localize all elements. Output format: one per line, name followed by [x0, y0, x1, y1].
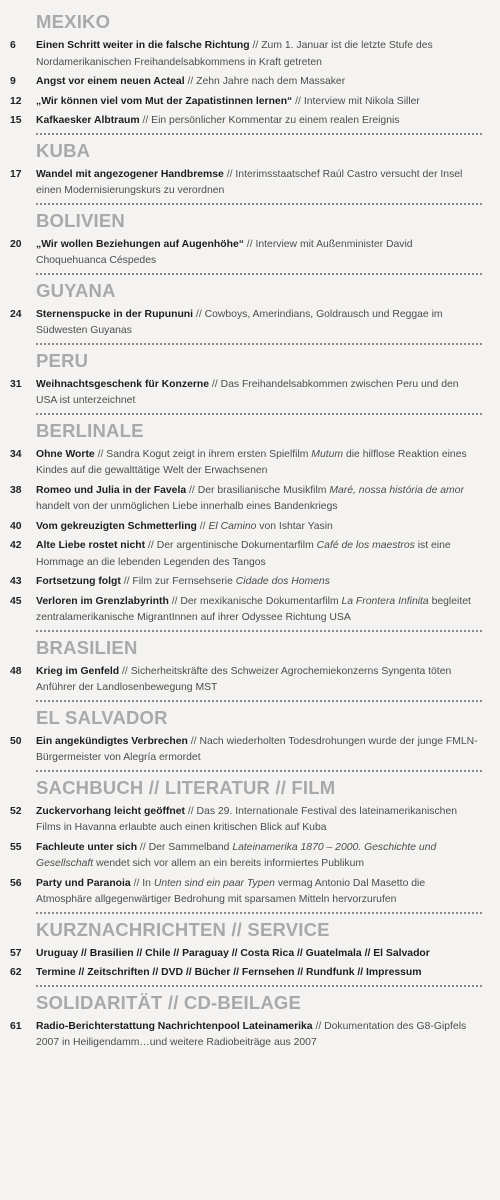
separator: // — [137, 841, 149, 853]
toc-section — [10, 349, 482, 415]
separator: // — [139, 115, 152, 126]
article-title: Termine // Zeitschriften // DVD // Bücher // Fernsehen // Rundfunk // Impressum — [36, 967, 422, 978]
article-description: In Unten sind ein paar Typen vermag Antonio Dal Masetto die Atmosphäre allgegenwärtiger Bedrohung mit sparsamen Mitteln hervorzurufen — [36, 877, 426, 905]
toc-entry[interactable] — [10, 594, 482, 627]
toc-entry[interactable] — [10, 377, 482, 410]
separator: // — [292, 95, 304, 107]
article-title: Verloren im Grenzlabyrinth — [36, 595, 169, 607]
article-title: Vom gekreuzigten Schmetterling — [36, 520, 197, 532]
article-title: Weihnachtsgeschenk für Konzerne — [36, 378, 210, 390]
article-title: Zuckervorhang leicht geöffnet — [36, 805, 185, 817]
page-number: 12 — [10, 95, 22, 107]
article-description: Der argentinische Dokumentarfilm Café de los maestros ist eine Hommage an die lebenden Legenden des Tangos — [36, 540, 451, 568]
page-number: 45 — [10, 595, 22, 607]
dotted-divider — [36, 133, 482, 135]
article-title: Party und Paranoia — [36, 877, 131, 889]
article-title: Ein angekündigtes Verbrechen — [36, 735, 188, 747]
article-description: Sandra Kogut zeigt in ihrem ersten Spielfilm Mutum die hilflose Reaktion eines Kindes auf die gewalttätige Welt der Erwachsenen — [36, 448, 467, 476]
section-title: BRASILIEN — [36, 636, 138, 658]
toc-section — [10, 279, 482, 345]
article-description: Cowboys, Amerindians, Goldrausch und Reggae im Südwesten Guyanas — [36, 308, 443, 336]
dotted-divider — [36, 413, 482, 415]
article-description: Interimsstaatschef Raúl Castro versucht der Insel einen Modernisierungskurs zu verordnen — [36, 168, 463, 196]
section-title: KURZNACHRICHTEN // SERVICE — [36, 918, 330, 940]
article-title: Alte Liebe rostet nicht — [36, 540, 146, 551]
toc-entry[interactable] — [10, 38, 482, 71]
toc-entry[interactable] — [10, 734, 482, 767]
separator: // — [209, 378, 221, 390]
separator: // — [130, 877, 143, 889]
article-title: Ohne Worte — [36, 448, 95, 460]
separator: // — [223, 168, 236, 180]
page-number: 56 — [10, 877, 22, 889]
page-number: 34 — [10, 448, 22, 460]
toc-entry[interactable] — [10, 237, 482, 270]
page-number: 9 — [10, 76, 16, 87]
separator: // — [94, 448, 107, 460]
section-title: MEXIKO — [36, 11, 111, 32]
article-description: Interview mit Nikola Siller — [303, 95, 420, 107]
article-description: Das Freihandelsabkommen zwischen Peru und den USA ist unterzeichnet — [36, 378, 459, 406]
page-number: 31 — [10, 378, 22, 390]
toc-entry[interactable] — [10, 876, 482, 909]
article-title: Angst vor einem neuen Acteal — [36, 76, 185, 87]
separator: // — [186, 484, 198, 496]
article-description: Sicherheitskräfte des Schweizer Agrochemiekonzerns Syngenta töten Anführer der Landlosenbewegung MST — [36, 665, 452, 693]
separator: // — [193, 308, 205, 320]
page-number: 52 — [10, 805, 22, 817]
toc-entry[interactable] — [10, 113, 482, 130]
article-title: Romeo und Julia in der Favela — [36, 484, 187, 496]
article-title: Radio-Berichterstattung Nachrichtenpool Lateinamerika — [36, 1020, 313, 1032]
page-number: 17 — [10, 168, 22, 180]
separator: // — [184, 805, 197, 817]
article-description: Zehn Jahre nach dem Massaker — [196, 76, 346, 87]
article-title: Fortsetzung folgt — [36, 576, 121, 587]
page-number: 15 — [10, 115, 22, 126]
dotted-divider — [36, 273, 482, 275]
separator: // — [187, 735, 200, 747]
page-number: 42 — [10, 540, 22, 551]
toc-section — [10, 10, 482, 135]
page-number: 24 — [10, 308, 22, 320]
toc-entry[interactable] — [10, 664, 482, 697]
page-number: 43 — [10, 576, 22, 587]
page-number: 57 — [10, 947, 22, 959]
separator: // — [243, 238, 256, 250]
page-number: 40 — [10, 520, 22, 532]
dotted-divider — [36, 203, 482, 205]
page-number: 50 — [10, 735, 22, 747]
toc-entry[interactable] — [10, 483, 482, 516]
article-title: Kafkaesker Albtraum — [36, 115, 140, 126]
article-title: Wandel mit angezogener Handbremse — [36, 168, 224, 180]
dotted-divider — [36, 770, 482, 772]
toc-section — [10, 918, 482, 987]
toc-entry[interactable] — [10, 538, 482, 571]
toc-entry[interactable] — [10, 840, 482, 873]
section-title: BERLINALE — [36, 419, 144, 441]
toc-entry[interactable] — [10, 307, 482, 340]
article-description: Das 29. Internationale Festival des lateinamerikanischen Films in Havanna erlaubte auch einen kritischen Blick auf Kuba — [36, 805, 458, 833]
section-title: SOLIDARITÄT // CD-BEILAGE — [36, 991, 302, 1013]
article-title: Fachleute unter sich — [36, 841, 138, 853]
section-title: EL SALVADOR — [36, 706, 168, 728]
dotted-divider — [36, 912, 482, 914]
page-number: 20 — [10, 238, 22, 250]
page-number: 55 — [10, 841, 22, 853]
separator: // — [312, 1020, 325, 1032]
toc-entry[interactable] — [10, 1019, 482, 1052]
toc-entry[interactable] — [10, 519, 482, 536]
article-description: Film zur Fernsehserie Cidade dos Homens — [132, 576, 330, 587]
toc-entry[interactable] — [10, 94, 482, 111]
toc-entry[interactable] — [10, 574, 482, 591]
page-number: 38 — [10, 484, 22, 496]
dotted-divider — [36, 985, 482, 987]
separator: // — [196, 520, 209, 532]
separator: // — [184, 76, 197, 87]
dotted-divider — [36, 630, 482, 632]
toc-entry[interactable] — [10, 946, 482, 963]
toc-section — [10, 209, 482, 275]
toc-section — [10, 991, 482, 1052]
section-title: SACHBUCH // LITERATUR // FILM — [36, 776, 336, 798]
article-description: Nach wiederholten Todesdrohungen wurde der junge FMLN-Bürgermeister von Alegría ermordet — [36, 735, 478, 763]
article-title: Sternenspucke in der Rupununi — [36, 308, 194, 320]
toc-entry[interactable] — [10, 965, 482, 982]
article-description: Ein persönlicher Kommentar zu einem realen Ereignis — [151, 115, 400, 126]
article-title: Einen Schritt weiter in die falsche Richtung — [36, 40, 250, 51]
article-description: Dokumentation des G8-Gipfels 2007 in Heiligendamm…und weitere Radiobeiträge aus 2007 — [36, 1020, 467, 1048]
toc-section — [10, 706, 482, 772]
toc-entry[interactable] — [10, 74, 482, 91]
article-description: Interview mit Außenminister David Choquehuanca Céspedes — [36, 238, 413, 266]
toc-section — [10, 139, 482, 205]
section-title: GUYANA — [36, 279, 116, 301]
article-title: Uruguay // Brasilien // Chile // Paraguay // Costa Rica // Guatelmala // El Salvador — [36, 947, 430, 959]
page-number: 6 — [10, 40, 16, 51]
article-title: Krieg im Genfeld — [36, 665, 120, 677]
separator: // — [145, 540, 157, 551]
article-description: Der mexikanische Dokumentarfilm La Frontera Infinita begleitet zentralamerikanische MigrantInnen auf ihrer Odyssee Richtung USA — [36, 595, 471, 623]
dotted-divider — [36, 343, 482, 345]
article-description: Zum 1. Januar ist die letzte Stufe des Nordamerikanischen Freihandelsabkommens in Kraft getreten — [36, 40, 433, 68]
toc-section — [10, 776, 482, 914]
article-description: El Camino von Ishtar Yasin — [208, 520, 333, 532]
separator: // — [249, 40, 262, 51]
article-title: „Wir wollen Beziehungen auf Augenhöhe“ — [36, 238, 244, 250]
page-number: 61 — [10, 1020, 22, 1032]
page-number: 48 — [10, 665, 22, 677]
section-title: PERU — [36, 349, 89, 371]
section-title: BOLIVIEN — [36, 209, 125, 231]
section-title: KUBA — [36, 139, 91, 161]
toc-entry[interactable] — [10, 447, 482, 480]
toc-section — [10, 419, 482, 632]
separator: // — [119, 665, 131, 677]
article-title: „Wir können viel vom Mut der Zapatistinnen lernen“ — [36, 95, 293, 107]
article-description: Der Sammelband Lateinamerika 1870 – 2000. Geschichte und Gesellschaft wendet sich vor allem an ein bereits informiertes Publikum — [36, 841, 437, 869]
article-description: Der brasilianische Musikfilm Maré, nossa história de amor handelt von der unmöglichen Liebe innerhalb eines Bandenkriegs — [36, 484, 464, 512]
separator: // — [120, 576, 133, 587]
dotted-divider — [36, 700, 482, 702]
toc-section — [10, 636, 482, 702]
separator: // — [168, 595, 181, 607]
toc-entry[interactable] — [10, 167, 482, 200]
page-number: 62 — [10, 967, 22, 978]
toc-entry[interactable] — [10, 804, 482, 837]
